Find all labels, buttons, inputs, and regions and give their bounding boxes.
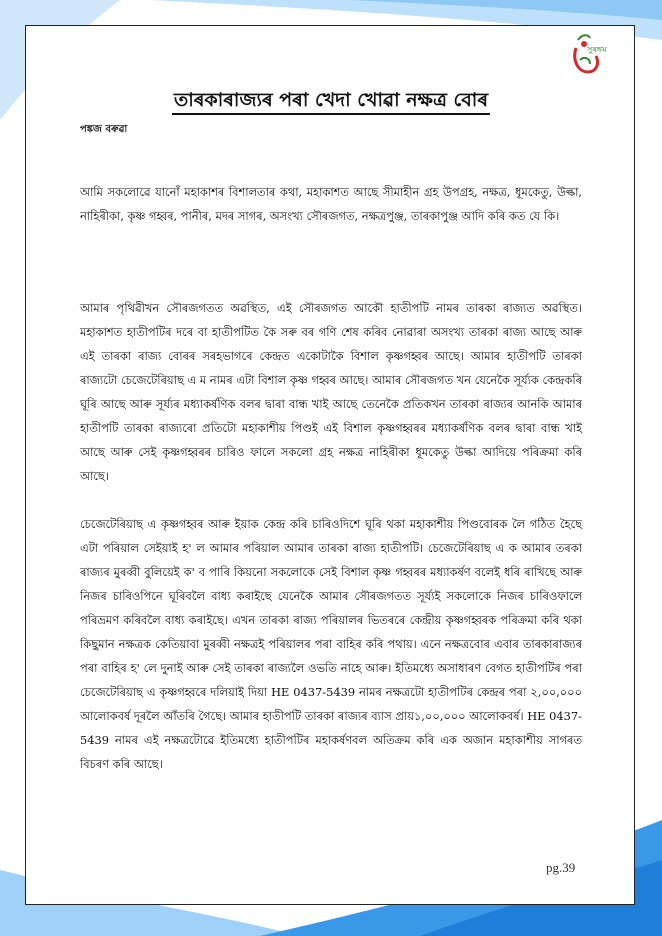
paragraph-1: আমি সকলোৱে যানোঁ মহাকাশৰ বিশালতাৰ কথা, মহাকাশত আছে সীমাহীন গ্ৰহ উপগ্ৰহ, নক্ষত্ৰ, ধূমকেতু, উল্কা, নাহিৰীকা, কৃষ্ণ গহ্বৰ, পানীৰ, মদৰ সাগৰ, অসংখ্য সৌৰজগত, নক্ষত্ৰপুঞ্জ, তাৰকাপুঞ্জ আদি কৰি কত যে কি।	[80, 185, 582, 223]
paragraph-3: চেজেটেৰিয়াছ এ কৃষ্ণগহ্বৰ আৰু ইয়াক কেন্দ্ৰ কৰি চাৰিওদিশে ঘূৰি থকা মহাকাশীয় পিণ্ডবোৰক লৈ গঠিত হৈছে এটা পৰিয়াল সেইয়াই হ' ল আমাৰ পৰিয়াল আমাৰ তাৰকা ৰাজ্য হাতীপটি। চেজেটেৰিয়াছ এ ক আমাৰ তৰকা ৰাজ্যৰ মুৰব্বী বুলিয়েই ক' ব পাৰি কিয়নো সকলোকে সেই বিশাল কৃষ্ণ গহ্বৰৰ মধ্যাকৰ্ষণ বলেই ধৰি ৰাখিছে আৰু নিজৰ চাৰিওপিনে ঘূৰিবলৈ বাধ্য কৰাইছে যেনেকৈ আমাৰ সৌৰজগতত সূৰ্য্যই সকলোকে নিজৰ চাৰিওফালে পৰিভ্ৰমণ কৰিবলৈ বাধ্য কৰাইছে। এখন তাৰকা ৰাজ্য পৰিয়ালৰ ভিতৰৰে কেন্দ্ৰীয় কৃষ্ণগহ্বৰক পৰিক্ৰমা কৰি থকা কিছুমান নক্ষত্ৰক কেতিয়াবা মুৰব্বী নক্ষত্ৰই পৰিয়ালৰ পৰা বাহিৰ কৰি পথায়। এনে নক্ষত্ৰবোৰ এবাৰ তাৰকাৰাজ্যৰ পৰা বাহিৰ হ' লে দুনাই আৰু সেই তাৰকা ৰাজ্যলৈ ওভতি নাহে আৰু। ইতিমধ্যে অসাধাৰণ বেগত হাতীপটিৰ পৰা চেজেটেৰিয়াছ এ কৃষ্ণগহ্বৰে দলিয়াই দিয়া HE 0437-5439 নামৰ নক্ষত্ৰটো হাতীপটিৰ কেন্দ্ৰৰ পৰা ২,০০,০০০ আলোকবৰ্ষ দূৰলৈ আঁতৰি গৈছে। আমাৰ হাতীপটি তাৰকা ৰাজ্যৰ ব্যাস প্ৰায়১,০০,০০০ আলোকবৰ্ষ। HE 0437-5439 নামৰ এই নক্ষত্ৰটোৱে ইতিমধ্যে হাতীপটিৰ মহাকৰ্ষণবল অতিক্ৰম কৰি এক অজান মহাকাশীয় সাগৰত বিচৰণ কৰি আছে।	[80, 517, 582, 771]
article-title: তাৰকাৰাজ্যৰ পৰা খেদা খোৱা নক্ষত্ৰ বোৰ	[0, 86, 662, 118]
page-number: pg.39	[546, 860, 576, 875]
article-author: পঙ্কজ বৰুৱা	[80, 124, 128, 135]
logo-text: সুৰঙ্গম	[587, 45, 607, 54]
paragraph-2: আমাৰ পৃথিৱীখন সৌৰজগতত অৱস্থিত, এই সৌৰজগত আকৌ হাতীপটি নামৰ তাৰকা ৰাজ্যত অৱস্থিত। মহাকাশত হাতীপটিৰ দৰে বা হাতীপটিত কৈ সৰু বৰ গণি শেষ কৰিব নোৱাৰা অসংখ্য তাৰকা ৰাজ্য আছে আৰু এই তাৰকা ৰাজ্য বোৰৰ সৰহভাগৰে কেন্দ্ৰত একোটাকৈ বিশাল কৃষ্ণগহ্বৰ আছে। আমাৰ হাতীপটি তাৰকা ৰাজ্যটো চেজেটেৰিয়াছ এ ম নামৰ এটা বিশাল কৃষ্ণ গহ্বৰ আছে। আমাৰ সৌৰজগত খন যেনেকৈ সূৰ্য্যক কেন্দ্ৰকৰি ঘূৰি আছে আৰু সূৰ্য্যৰ মধ্যাকৰ্ষণিক বলৰ দ্বাৰা বান্ধ খাই আছে তেনেকৈ প্ৰতিকখন তাৰকা ৰাজ্যৰ আনকি আমাৰ হাতীপটি তাৰকা ৰাজ্যৰো প্ৰতিটো মহাকাশীয় পিণ্ডই এই বিশাল কৃষ্ণগহ্বৰৰ মধ্যাকৰ্ষণিক বলৰ দ্বাৰা বান্ধ খাই আছে আৰু সেই কৃষ্ণগহ্বৰৰ চাৰিও ফালে সকলো গ্ৰহ নক্ষত্ৰ নাহিৰীকা ধূমকেতু উল্কা আদিয়ে পৰিক্ৰমা কৰি আছে।	[80, 301, 582, 483]
